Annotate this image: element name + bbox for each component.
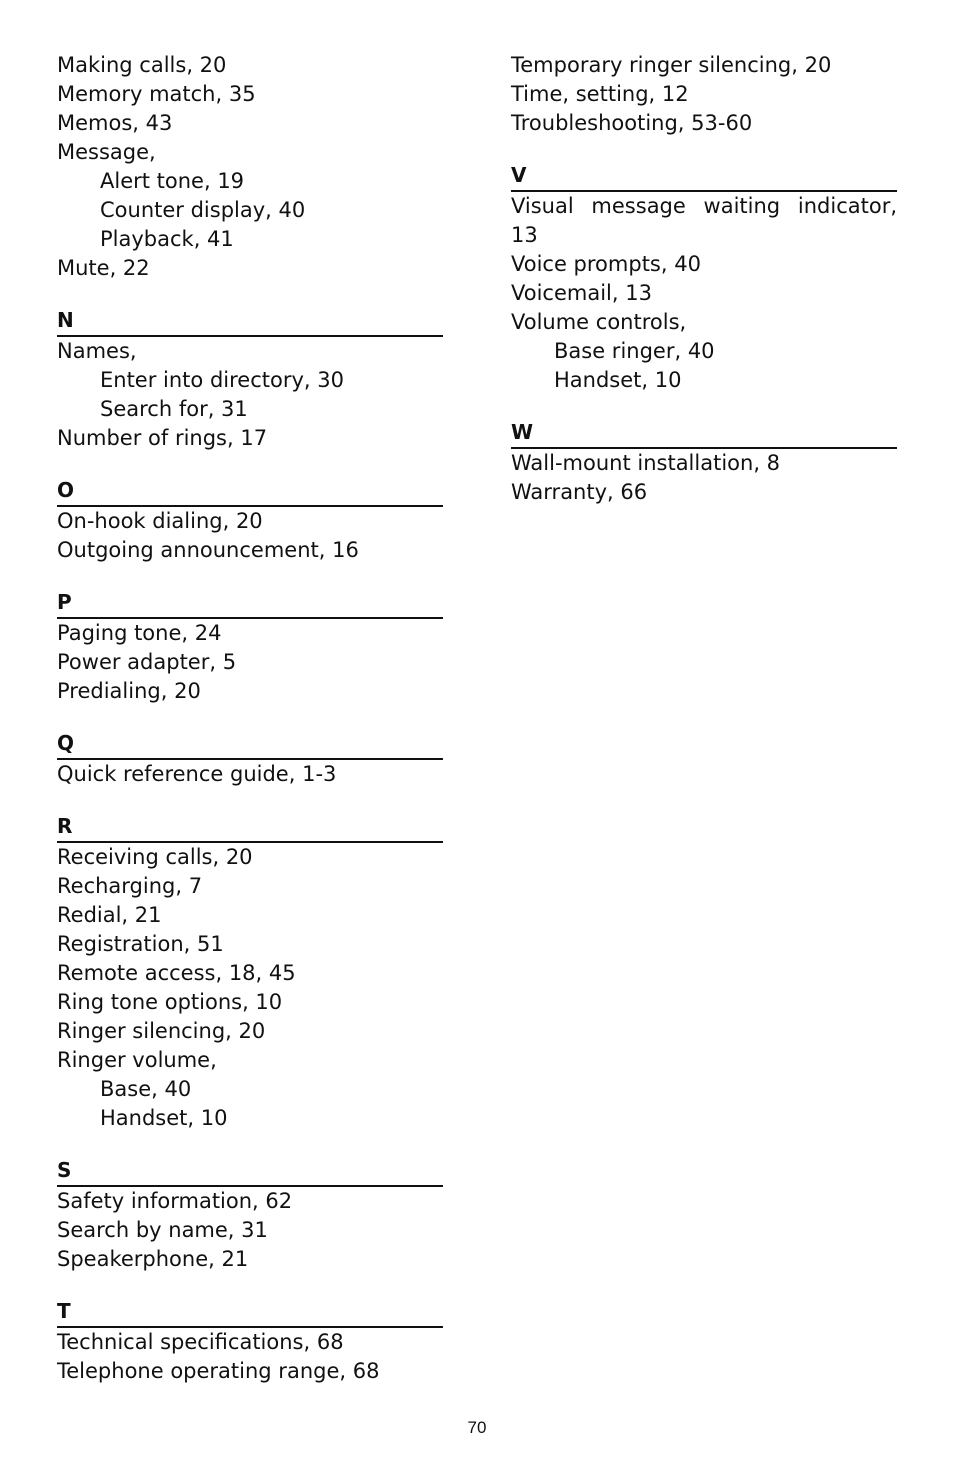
- index-entry-continuation: 13: [511, 223, 538, 247]
- section-letter: O: [57, 478, 75, 502]
- index-subentry: Search for, 31: [100, 397, 248, 421]
- index-subentry: Enter into directory, 30: [100, 368, 344, 392]
- index-entry: Number of rings, 17: [57, 426, 268, 450]
- section-letter: W: [511, 420, 534, 444]
- index-section-v: [511, 162, 897, 395]
- index-entry: Mute, 22: [57, 256, 150, 280]
- index-entry: Making calls, 20: [57, 53, 227, 77]
- index-section-s: [57, 1157, 443, 1274]
- index-entry: Remote access, 18, 45: [57, 961, 296, 985]
- index-entry: Power adapter, 5: [57, 650, 237, 674]
- index-subentry: Counter display, 40: [100, 198, 306, 222]
- index-entry: Telephone operating range, 68: [57, 1359, 380, 1383]
- section-letter: S: [57, 1158, 72, 1182]
- index-column-left: [57, 51, 443, 1386]
- index-entry: Ringer volume,: [57, 1048, 217, 1072]
- index-entry: Time, setting, 12: [511, 82, 689, 106]
- index-section-p: [57, 589, 443, 706]
- section-letter: V: [511, 163, 527, 187]
- section-letter: R: [57, 814, 73, 838]
- index-section-o: [57, 477, 443, 565]
- index-section-q: [57, 730, 443, 789]
- index-entry: Safety information, 62: [57, 1189, 293, 1213]
- index-entry: Volume controls,: [511, 310, 687, 334]
- index-entry: Visual message waiting indicator,: [511, 194, 897, 218]
- section-letter: Q: [57, 731, 75, 755]
- index-entry: Registration, 51: [57, 932, 224, 956]
- section-letter: P: [57, 590, 72, 614]
- index-subentry: Playback, 41: [100, 227, 234, 251]
- index-entry: Message,: [57, 140, 156, 164]
- index-subentry: Base, 40: [100, 1077, 192, 1101]
- section-letter: T: [57, 1299, 71, 1323]
- index-entry: Predialing, 20: [57, 679, 201, 703]
- index-entry: Ring tone options, 10: [57, 990, 283, 1014]
- index-column-right: [511, 51, 897, 507]
- section-letter: N: [57, 308, 74, 332]
- index-entry: Voice prompts, 40: [511, 252, 701, 276]
- index-subentry: Base ringer, 40: [554, 339, 715, 363]
- index-section-n: [57, 307, 443, 453]
- index-entry: Recharging, 7: [57, 874, 203, 898]
- index-entry: Redial, 21: [57, 903, 162, 927]
- index-entry: Search by name, 31: [57, 1218, 268, 1242]
- index-entry: On-hook dialing, 20: [57, 509, 263, 533]
- index-entry: Troubleshooting, 53-60: [511, 111, 753, 135]
- index-entry: Outgoing announcement, 16: [57, 538, 359, 562]
- index-subentry: Handset, 10: [554, 368, 682, 392]
- index-entry: Speakerphone, 21: [57, 1247, 249, 1271]
- index-section-t: [57, 1298, 443, 1386]
- index-section-w: [511, 419, 897, 507]
- index-entry: Voicemail, 13: [511, 281, 652, 305]
- index-entry: Wall-mount installation, 8: [511, 451, 781, 475]
- index-subentry: Alert tone, 19: [100, 169, 245, 193]
- index-entry: Ringer silencing, 20: [57, 1019, 266, 1043]
- index-entry: Temporary ringer silencing, 20: [511, 53, 832, 77]
- index-entry: Names,: [57, 339, 137, 363]
- index-entry: Paging tone, 24: [57, 621, 222, 645]
- index-entry: Warranty, 66: [511, 480, 648, 504]
- index-section-r: [57, 813, 443, 1133]
- index-entry: Technical specifications, 68: [57, 1330, 344, 1354]
- index-entry: Memos, 43: [57, 111, 173, 135]
- page-number: 70: [467, 1418, 487, 1437]
- index-entry: Receiving calls, 20: [57, 845, 253, 869]
- index-entry: Quick reference guide, 1-3: [57, 762, 337, 786]
- index-subentry: Handset, 10: [100, 1106, 228, 1130]
- index-entry: Memory match, 35: [57, 82, 256, 106]
